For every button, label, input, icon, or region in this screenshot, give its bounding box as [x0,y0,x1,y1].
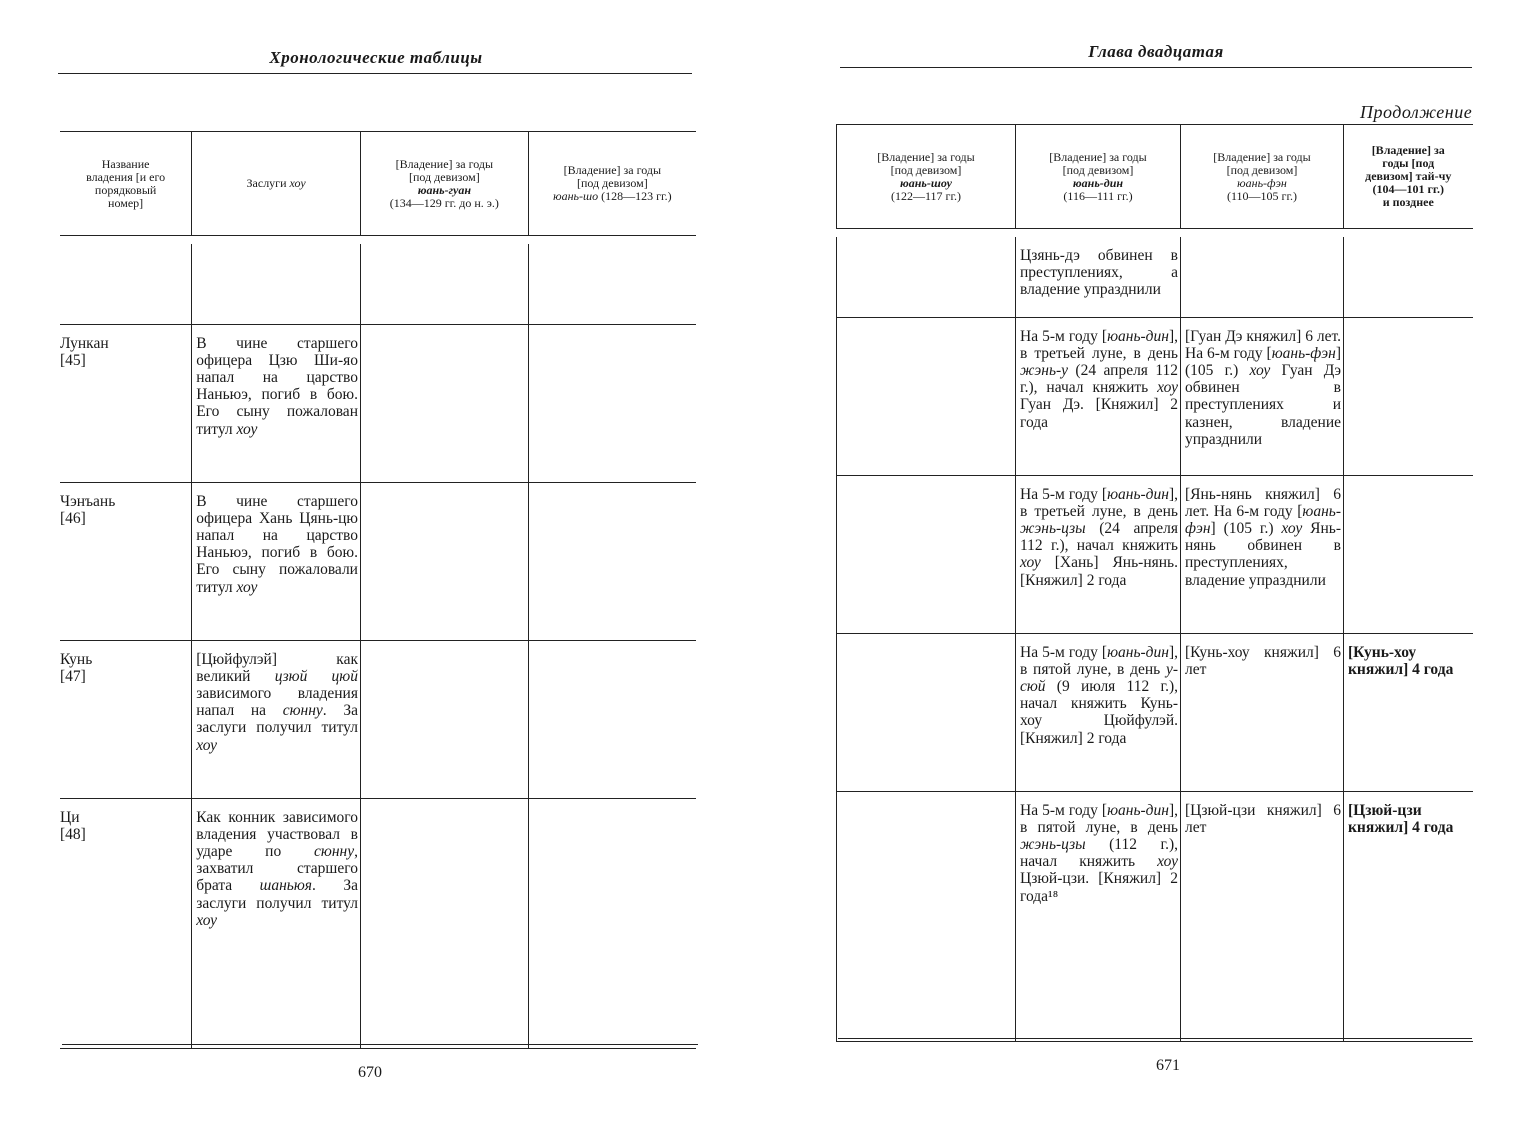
period-cell: [Кунь-хоу княжил] 6 лет [1181,633,1344,791]
header-cell: [Владение] за годы [под девизом] юань-гуан (134—129 гг. до н. э.) [360,132,528,236]
table-row [837,237,1473,317]
table-row [837,317,1473,475]
table-body [837,237,1473,1041]
table-row [60,798,696,1048]
period-cell: Цзянь-дэ обвинен в преступлениях, а владение упразднили [1016,237,1181,317]
header-cell: [Владение] за годы [под девизом] юань-шоу (122—117 гг.) [837,125,1016,229]
head-rule [58,73,692,74]
table-row [60,640,696,798]
continuation-label: Продолжение [1360,102,1473,122]
period-cell [837,475,1016,633]
header-cell: Заслуги хоу [192,132,361,236]
table-row [60,244,696,324]
period-cell: На 5-м году [юань-дин], в третьей луне, в день жэнь-цзы (24 апреля 112 г.), начал княжить хоу [Хань] Янь-нянь. [Княжил] 2 года [1016,475,1181,633]
running-head: Хронологические таблицы [269,48,483,67]
holding-name [60,244,192,324]
period-cell [360,244,528,324]
period-cell [528,640,696,798]
period-cell [528,798,696,1048]
header-cell: Название владения [и его порядковый номер] [60,132,192,236]
period-cell: [Цзюй-цзи княжил] 6 лет [1181,791,1344,1041]
merit-cell [192,244,361,324]
table-row [60,324,696,482]
period-cell [528,324,696,482]
left-page [0,0,760,1142]
period-cell: [Цзюй-цзи княжил] 4 года [1344,791,1473,1041]
period-cell [1344,475,1473,633]
period-cell [528,244,696,324]
holding-name: Лункан [45] [60,324,192,482]
page-number: 671 [1156,1057,1180,1074]
running-head: Глава двадцатая [1088,42,1224,61]
period-cell [837,317,1016,475]
bottom-rule [838,1038,1472,1039]
period-cell: [Гуан Дэ княжил] 6 лет. На 6-м году [юань-фэн] (105 г.) хоу Гуан Дэ обвинен в преступлениях и казнен, владение упразднили [1181,317,1344,475]
table-row [837,791,1473,1041]
header-cell: [Владение] за годы [под девизом] тай-чу (104—101 гг.) и позднее [1344,125,1473,229]
period-cell: На 5-м году [юань-дин], в пятой луне, в день у-сюй (9 июля 112 г.), начал княжить Кунь-хоу Цюйфулэй. [Княжил] 2 года [1016,633,1181,791]
period-cell [837,237,1016,317]
period-cell [528,482,696,640]
holding-name: Ци [48] [60,798,192,1048]
header-cell: [Владение] за годы [под девизом] юань-шо (128—123 гг.) [528,132,696,236]
merit-cell: В чине старшего офицера Цзю Ши-яо напал на царство Наньюэ, погиб в бою. Его сыну пожалован титул хоу [192,324,361,482]
table-row [837,633,1473,791]
period-cell [360,798,528,1048]
period-cell [837,791,1016,1041]
head-rule [840,67,1472,68]
table-header-row [837,125,1473,229]
header-cell: [Владение] за годы [под девизом] юань-дин (116—111 гг.) [1016,125,1181,229]
table-body [60,244,696,1048]
period-cell: На 5-м году [юань-дин], в пятой луне, в день жэнь-цзы (112 г.), начал княжить хоу Цзюй-цзи. [Княжил] 2 года¹⁸ [1016,791,1181,1041]
period-cell [1181,237,1344,317]
chronology-table [60,131,696,1049]
period-cell [360,482,528,640]
bottom-rule [62,1044,698,1045]
period-cell: [Кунь-хоу княжил] 4 года [1344,633,1473,791]
merit-cell: [Цюйфулэй] как великий цзюй цюй зависимого владения напал на сюнну. За заслуги получил титул хоу [192,640,361,798]
merit-cell: Как конник зависимого владения участвовал в ударе по сюнну, захватил старшего брата шаньюя. За заслуги получил титул хоу [192,798,361,1048]
period-cell: [Янь-нянь княжил] 6 лет. На 6-м году [юань-фэн] (105 г.) хоу Янь-нянь обвинен в преступлениях, владение упразднили [1181,475,1344,633]
period-cell [837,633,1016,791]
period-cell [1344,317,1473,475]
table-header-row [60,132,696,236]
merit-cell: В чине старшего офицера Хань Цянь-цю напал на царство Наньюэ, погиб в бою. Его сыну пожаловали титул хоу [192,482,361,640]
holding-name: Чэнъань [46] [60,482,192,640]
page-number: 670 [358,1064,382,1081]
chronology-table [836,124,1473,1042]
period-cell [360,324,528,482]
period-cell [1344,237,1473,317]
period-cell [360,640,528,798]
holding-name: Кунь [47] [60,640,192,798]
table-row [837,475,1473,633]
table-row [60,482,696,640]
period-cell: На 5-м году [юань-дин], в третьей луне, в день жэнь-у (24 апреля 112 г.), начал княжить хоу Гуан Дэ. [Княжил] 2 года [1016,317,1181,475]
header-cell: [Владение] за годы [под девизом] юань-фэн (110—105 гг.) [1181,125,1344,229]
right-page [760,0,1526,1142]
